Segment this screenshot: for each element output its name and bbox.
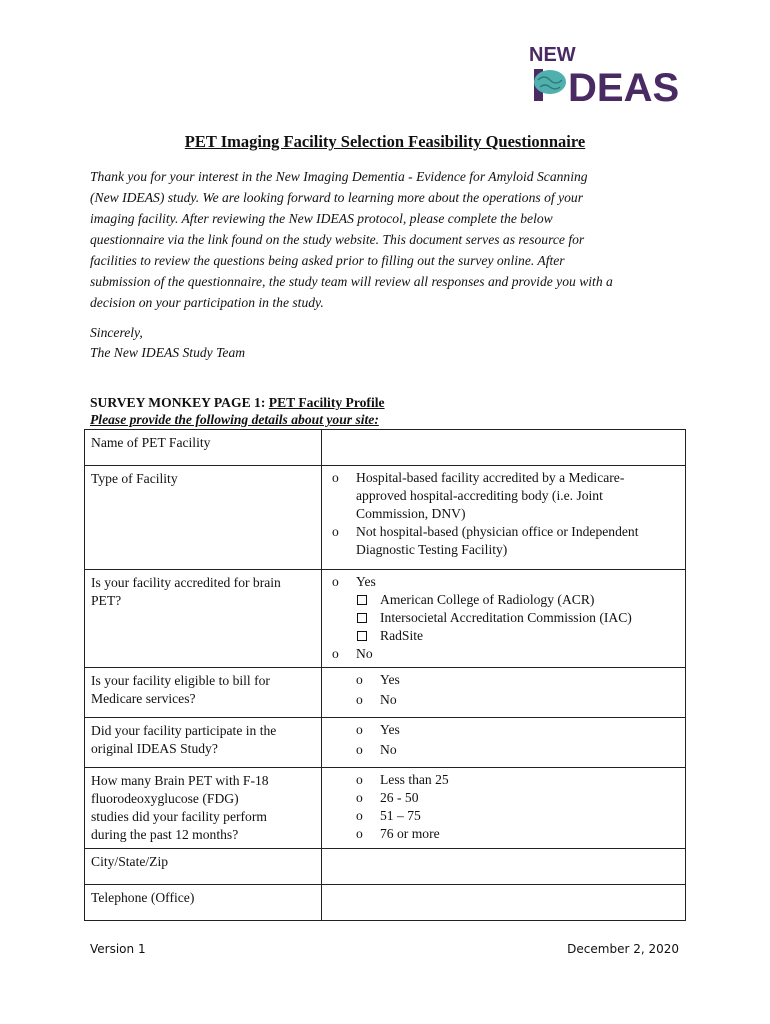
question-cell: [85, 849, 322, 885]
section-name: PET Facility Profile: [268, 395, 385, 410]
radio-option-no[interactable]: o No: [332, 646, 373, 661]
radio-option-not-hospital[interactable]: o Not hospital-based (physician office or Independent Diagnostic Testing Facility): [332, 524, 639, 557]
radio-option-yes[interactable]: o Yes: [356, 722, 400, 737]
radio-circle-icon: o: [356, 790, 363, 805]
question-cell: [85, 885, 322, 921]
accredited-label-line: PET?: [91, 593, 122, 608]
volume-label-line: during the past 12 months?: [91, 827, 239, 842]
radio-circle-icon: o: [332, 524, 339, 539]
facility-type-answer: [322, 466, 686, 570]
radio-circle-icon: o: [356, 808, 363, 823]
volume-label-line: fluorodeoxyglucose (FDG): [91, 791, 239, 806]
intro-line: (New IDEAS) study. We are looking forward to learning more about the operations of your: [90, 190, 583, 205]
brain-icon: [534, 70, 566, 94]
radio-option-yes[interactable]: o Yes: [356, 672, 400, 687]
signature: The New IDEAS Study Team: [90, 345, 246, 360]
new-ideas-logo: [528, 42, 684, 104]
intro-line: facilities to review the questions being asked prior to filling out the survey online. After: [90, 253, 565, 268]
page-title: PET Imaging Facility Selection Feasibility Questionnaire: [184, 132, 586, 151]
table-row: [85, 668, 686, 718]
radio-option-lt25[interactable]: o Less than 25: [356, 772, 449, 787]
section-heading: [90, 394, 385, 412]
question-cell: [85, 430, 322, 466]
telephone-answer[interactable]: [322, 885, 686, 921]
salutation: Sincerely,: [90, 325, 143, 340]
radio-circle-icon: o: [332, 470, 339, 485]
accredited-answer: [322, 570, 686, 668]
table-row: [85, 849, 686, 885]
question-cell: [85, 768, 322, 849]
facility-name-label: Name of PET Facility: [91, 435, 211, 450]
intro-line: imaging facility. After reviewing the New IDEAS protocol, please complete the below: [90, 211, 553, 226]
ideas-label-line: Did your facility participate in the: [91, 723, 277, 738]
intro-line: Thank you for your interest in the New Imaging Dementia - Evidence for Amyloid Scanning: [90, 169, 588, 184]
city-label: City/State/Zip: [91, 854, 169, 869]
facility-type-label: Type of Facility: [91, 471, 178, 486]
radio-circle-icon: o: [356, 742, 363, 757]
accredited-label-line: Is your facility accredited for brain: [91, 575, 281, 590]
question-cell: [85, 718, 322, 768]
volume-label-line: How many Brain PET with F-18: [91, 773, 269, 788]
radio-circle-icon: o: [332, 574, 339, 589]
radio-circle-icon: o: [356, 772, 363, 787]
medicare-answer: [322, 668, 686, 718]
logo-line2-rest: DEAS: [568, 66, 680, 104]
ideas-label-line: original IDEAS Study?: [91, 741, 218, 756]
checkbox-icon: [357, 613, 367, 623]
telephone-label: Telephone (Office): [91, 890, 195, 905]
facility-profile-table: [84, 429, 686, 921]
section-prefix: SURVEY MONKEY PAGE 1:: [90, 395, 269, 410]
medicare-label-line: Medicare services?: [91, 691, 196, 706]
footer-date: December 2, 2020: [567, 942, 679, 956]
radio-circle-icon: o: [332, 646, 339, 661]
radio-option-51-75[interactable]: o 51 – 75: [356, 808, 421, 823]
medicare-label-line: Is your facility eligible to bill for: [91, 673, 270, 688]
radio-circle-icon: o: [356, 692, 363, 707]
ideas-answer: [322, 718, 686, 768]
section-instruction: Please provide the following details about your site:: [90, 412, 379, 427]
radio-option-hospital[interactable]: o Hospital-based facility accredited by a Medicare- approved hospital-accrediting body (i.e. Joint Commission, DNV): [332, 470, 625, 521]
radio-option-yes[interactable]: o Yes: [332, 574, 376, 589]
logo-line2: IDEAS: [528, 42, 531, 43]
radio-option-76-plus[interactable]: o 76 or more: [356, 826, 440, 841]
checkbox-radsite[interactable]: RadSite: [328, 627, 679, 645]
radio-circle-icon: o: [356, 672, 363, 687]
intro-line: questionnaire via the link found on the study website. This document serves as resource for: [90, 232, 585, 247]
table-row: [85, 718, 686, 768]
radio-option-26-50[interactable]: o 26 - 50: [356, 790, 419, 805]
question-cell: [85, 570, 322, 668]
intro-line: submission of the questionnaire, the study team will review all responses and provide you with a: [90, 274, 613, 289]
checkbox-icon: [357, 631, 367, 641]
checkbox-acr[interactable]: American College of Radiology (ACR): [328, 591, 679, 609]
checkbox-icon: [357, 595, 367, 605]
city-answer[interactable]: [322, 849, 686, 885]
new-ideas-logo-graphic: [528, 42, 684, 104]
table-row: [85, 885, 686, 921]
intro-line: decision on your participation in the study.: [90, 295, 324, 310]
volume-label-line: studies did your facility perform: [91, 809, 267, 824]
table-row: [85, 430, 686, 466]
table-row: [85, 466, 686, 570]
volume-answer: [322, 768, 686, 849]
question-cell: [85, 466, 322, 570]
facility-name-answer[interactable]: [322, 430, 686, 466]
logo-line1: NEW: [529, 44, 576, 66]
radio-circle-icon: o: [356, 826, 363, 841]
table-row: [85, 768, 686, 849]
intro-paragraph: [90, 166, 690, 313]
radio-option-no[interactable]: o No: [356, 742, 397, 757]
radio-circle-icon: o: [356, 722, 363, 737]
checkbox-iac[interactable]: Intersocietal Accreditation Commission (IAC): [328, 609, 679, 627]
footer-version: Version 1: [90, 942, 146, 956]
table-row: [85, 570, 686, 668]
radio-option-no[interactable]: o No: [356, 692, 397, 707]
closing-block: [90, 323, 245, 363]
question-cell: [85, 668, 322, 718]
